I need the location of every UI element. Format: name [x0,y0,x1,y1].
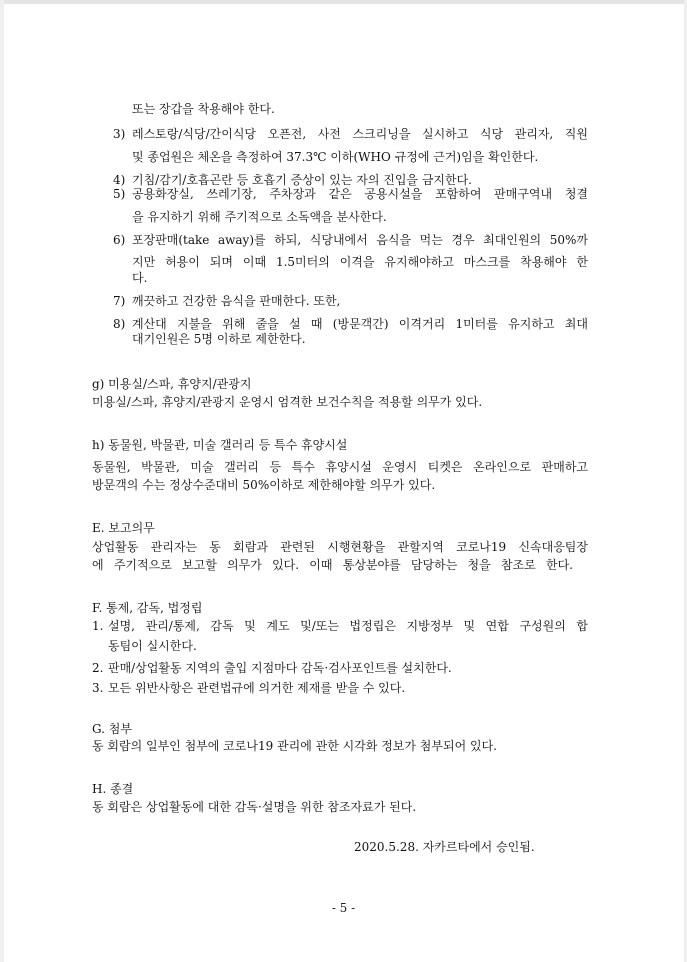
list-item-text: 동팀이 실시한다. [108,639,197,653]
section-paragraph: 에 주기적으로 보고할 의무가 있다. 이때 통상분야를 담당하는 청을 참조로 한다. [92,558,573,572]
list-item-text: 계산대 지불을 위해 줄을 설 때 (방문객간) 이격거리 1미터를 유지하고 최대 [132,317,588,331]
page-left-edge [0,0,4,962]
list-item-continuation: 또는 장갑을 착용해야 한다. [132,102,275,116]
list-item-text: 을 유지하기 위해 주기적으로 소독액을 분사한다. [132,210,387,224]
list-item-text: 모든 위반사항은 관련법규에 의거한 제재를 받을 수 있다. [108,681,406,695]
list-item-number: 5) [113,187,126,201]
list-item-number: 7) [113,294,126,308]
list-item-number: 3) [113,127,126,141]
section-paragraph: 방문객의 수는 정상수준대비 50%이하로 제한해야할 의무가 있다. [92,478,436,492]
section-heading: H. 종결 [92,782,134,796]
page-number: - 5 - [331,901,356,915]
list-item-text: 설명, 관리/통제, 감독 및 계도 및/또는 법정립은 지방정부 및 연합 구성원의 합 [108,619,588,633]
section-paragraph: 동 회람은 상업활동에 대한 감독·설명을 위한 참조자료가 된다. [92,800,417,814]
section-paragraph: 상업활동 관리자는 동 회람과 관련된 시행현황을 관할지역 코로나19 신속대응팀장 [92,540,588,554]
section-heading: h) 동물원, 박물관, 미술 갤러리 등 특수 휴양시설 [92,438,348,452]
section-heading: G. 첨부 [92,722,132,736]
list-item-number: 3. [92,681,104,695]
section-heading: g) 미용실/스파, 휴양지/관광지 [92,377,252,391]
list-item-text: 지만 허용이 되며 이때 1.5미터의 이격을 유지해야하고 마스크를 착용해야 한 [132,255,588,269]
list-item-text: 판매/상업활동 지역의 출입 지점마다 감독·검사포인트를 설치한다. [108,661,452,675]
approval-signature: 2020.5.28. 자카르타에서 승인됨. [354,840,535,854]
section-paragraph: 동물원, 박물관, 미술 갤러리 등 특수 휴양시설 운영시 티켓은 온라인으로 판매하고 [92,460,588,474]
list-item-number: 4) [113,173,126,187]
section-paragraph: 동 회람의 일부인 첨부에 코로나19 관리에 관한 시각화 정보가 첨부되어 있다. [92,739,497,753]
section-paragraph: 미용실/스파, 휴양지/관광지 운영시 엄격한 보건수칙을 적용할 의무가 있다. [92,395,483,409]
list-item-number: 6) [113,233,126,247]
list-item-text: 레스토랑/식당/간이식당 오픈전, 사전 스크리닝을 실시하고 식당 관리자, 직원 [132,127,588,141]
section-heading: F. 통제, 감독, 법정립 [92,601,203,615]
list-item-text: 기침/감기/호흡곤란 등 호흡기 증상이 있는 자의 진입을 금지한다. [132,173,472,187]
list-item-text: 포장판매(take away)를 하되, 식당내에서 음식을 먹는 경우 최대인원의 50%까 [132,233,588,247]
list-item-text: 대기인원은 5명 이하로 제한한다. [132,332,306,346]
list-item-text: 깨끗하고 건강한 음식을 판매한다. 또한, [132,294,341,308]
list-item-number: 1. [92,619,104,633]
list-item-number: 2. [92,661,104,675]
list-item-text: 다. [132,271,148,285]
list-item-number: 8) [113,317,126,331]
page-top-edge [0,0,687,4]
section-heading: E. 보고의무 [92,521,155,535]
list-item-text: 및 종업원은 체온을 측정하여 37.3℃ 이하(WHO 규정에 근거)임을 확인한다. [132,150,539,164]
list-item-text: 공용화장실, 쓰레기장, 주차장과 같은 공용시설을 포함하여 판매구역내 청결 [132,187,588,201]
